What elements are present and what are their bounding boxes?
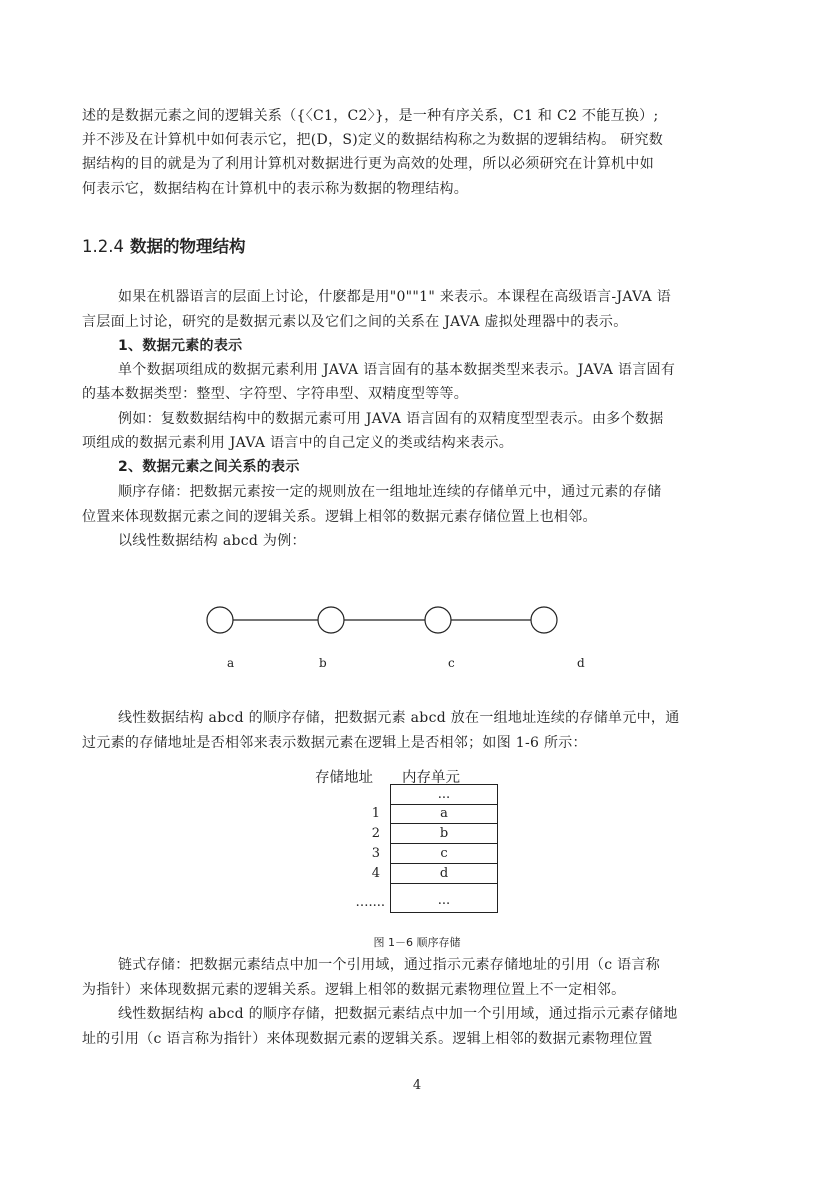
body-text-line: 如果在机器语言的层面上讨论，什麽都是用"0""1" 来表示。本课程在高级语言-JAVA 语 [118, 289, 671, 305]
body-text-line: 顺序存储：把数据元素按一定的规则放在一组地址连续的存储单元中，通过元素的存储 [118, 484, 662, 500]
body-text-line: 言层面上讨论，研究的是数据元素以及它们之间的关系在 JAVA 虚拟处理器中的表示。 [82, 314, 628, 330]
body-text-line: 并不涉及在计算机中如何表示它，把(D，S)定义的数据结构称之为数据的逻辑结构。 研究数 [82, 132, 664, 148]
address-label: 2 [371, 826, 380, 841]
memory-cell: c [390, 844, 498, 864]
memory-column-header: 内存单元 [402, 770, 460, 786]
body-text-line: 项组成的数据元素利用 JAVA 语言中的自己定义的类或结构来表示。 [82, 435, 514, 451]
memory-cell: b [390, 824, 498, 844]
body-text-line: 链式存储：把数据元素结点中加一个引用域，通过指示元素存储地址的引用（c 语言称 [118, 957, 660, 973]
node-label-b: b [319, 656, 327, 670]
page-number: 4 [412, 1078, 422, 1093]
body-text-line: 述的是数据元素之间的逻辑关系（{〈C1，C2〉}，是一种有序关系，C1 和 C2 不能互换）; [82, 108, 659, 124]
body-text-line: 据结构的目的就是为了利用计算机对数据进行更为高效的处理，所以必须研究在计算机中如 [82, 156, 654, 172]
address-label: 1 [371, 806, 380, 821]
node-b [318, 607, 344, 633]
node-label-c: c [448, 656, 455, 670]
body-text-line: 过元素的存储地址是否相邻来表示数据元素在逻辑上是否相邻；如图 1-6 所示： [82, 735, 587, 751]
body-text-line: 线性数据结构 abcd 的顺序存储，把数据元素 abcd 放在一组地址连续的存储单元中，通 [118, 710, 680, 726]
node-label-a: a [227, 656, 235, 670]
node-a [207, 607, 233, 633]
body-text-line: 的基本数据类型：整型、字符型、字符串型、双精度型等等。 [82, 386, 469, 402]
body-text-line: 以线性数据结构 abcd 为例： [118, 533, 306, 549]
subheading-2: 2、数据元素之间关系的表示 [118, 459, 300, 475]
body-text-line: 单个数据项组成的数据元素利用 JAVA 语言固有的基本数据类型来表示。JAVA 语言固有 [118, 362, 676, 378]
figure-caption: 图 1－6 顺序存储 [373, 936, 461, 949]
node-label-d: d [577, 656, 585, 670]
address-label: 3 [371, 846, 380, 861]
body-text-line: 线性数据结构 abcd 的顺序存储，把数据元素结点中加一个引用域，通过指示元素存储地 [118, 1006, 678, 1022]
linear-list-diagram [0, 600, 834, 640]
memory-cell: d [390, 864, 498, 884]
node-c [425, 607, 451, 633]
body-text-line: 何表示它，数据结构在计算机中的表示称为数据的物理结构。 [82, 181, 469, 197]
body-text-line: 例如：复数数据结构中的数据元素可用 JAVA 语言固有的双精度型型表示。由多个数据 [118, 411, 664, 427]
body-text-line: 位置来体现数据元素之间的逻辑关系。逻辑上相邻的数据元素存储位置上也相邻。 [82, 509, 597, 525]
section-title: 数据的物理结构 [129, 237, 246, 256]
memory-cell: ... [390, 784, 498, 805]
address-column-header: 存储地址 [315, 770, 373, 786]
body-text-line: 址的引用（c 语言称为指针）来体现数据元素的逻辑关系。逻辑上相邻的数据元素物理位置 [82, 1031, 653, 1047]
section-heading [82, 233, 245, 257]
node-d [531, 607, 557, 633]
subheading-1: 1、数据元素的表示 [118, 338, 243, 354]
memory-cell: ... [390, 884, 498, 913]
section-number: 1.2.4 [82, 237, 124, 256]
address-label: 4 [371, 866, 380, 881]
address-label: ….... [355, 895, 385, 910]
memory-cell: a [390, 804, 498, 824]
body-text-line: 为指针）来体现数据元素的逻辑关系。逻辑上相邻的数据元素物理位置上不一定相邻。 [82, 982, 626, 998]
